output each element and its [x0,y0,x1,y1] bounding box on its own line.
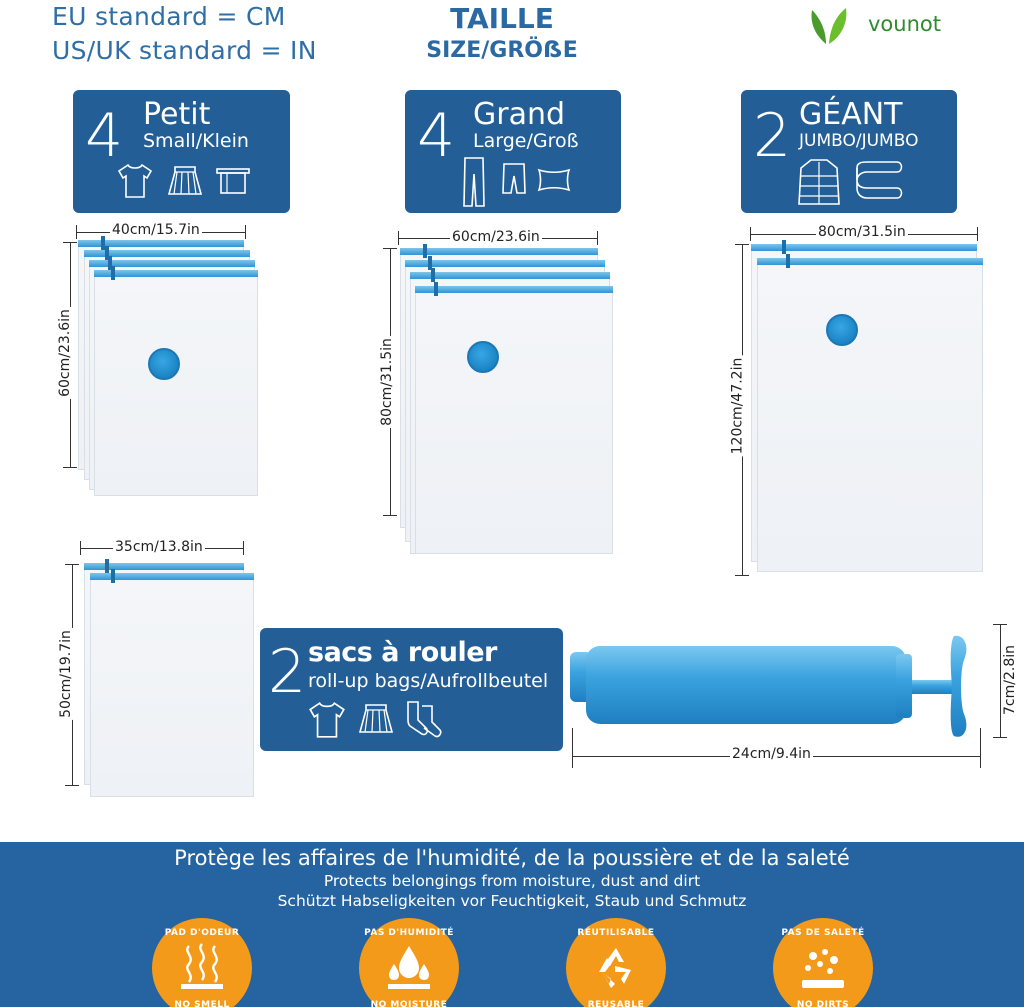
jumbo-width-label: 80cm/31.5in [818,224,906,240]
recycle-icon [591,942,641,994]
small-width-label: 40cm/15.7in [112,222,200,238]
water-drops-icon [384,942,434,994]
rollup-bag-2 [90,573,254,797]
large-title: Grand [473,97,566,132]
skirt-icon [165,164,205,198]
towel-icon [213,164,253,198]
small-title: Petit [143,97,211,132]
large-count: 4 [417,101,456,171]
no-dirt-badge: PAS DE SALETÉ NO DIRTS [773,918,873,1007]
small-count: 4 [85,101,124,171]
jumbo-bag-valve [826,314,858,346]
jumbo-title: GÉANT [799,97,903,132]
odor-icon [177,942,227,994]
no-moisture-badge: PAS D'HUMIDITÉ NO MOISTURE [359,918,459,1007]
rollup-count: 2 [268,637,307,707]
size-subtitle: SIZE/GRÖẞE [426,38,578,63]
brand-name: vounot [868,12,941,36]
jumbo-height-label: 120cm/47.2in [729,357,746,455]
small-subtitle: Small/Klein [143,130,249,152]
us-standard-text: US/UK standard = IN [52,36,317,65]
large-bag-4 [415,286,613,554]
large-bag-valve [467,341,499,373]
rollup-title: sacs à rouler [308,637,497,668]
pillow-icon [535,166,573,194]
hand-pump-image [566,632,986,746]
features-line-de: Schützt Habseligkeiten vor Feuchtigkeit, Staub und Schmutz [277,892,747,910]
features-band [0,842,1024,1007]
dirt-icon [798,942,848,994]
pump-width-label: 24cm/9.4in [732,746,811,762]
rollup-category-box [260,628,563,751]
large-height-label: 80cm/31.5in [378,338,395,426]
small-height-label: 60cm/23.6in [56,309,73,397]
brand-logo-icon [806,4,850,52]
jumbo-bag-2 [757,258,983,572]
jacket-icon [793,156,845,208]
large-subtitle: Large/Groß [473,130,579,152]
small-category-box [73,90,290,213]
jumbo-count: 2 [753,101,792,171]
rollup-height-label: 50cm/19.7in [57,630,74,718]
small-bag-valve [148,348,180,380]
no-smell-badge: PAD D'ODEUR NO SMELL [152,918,252,1007]
small-bag-4 [94,270,258,496]
features-line-en: Protects belongings from moisture, dust and dirt [323,872,701,890]
eu-standard-text: EU standard = CM [52,2,286,31]
large-category-box [405,90,621,213]
folded-blanket-icon [851,158,907,204]
rollup-width-label: 35cm/13.8in [115,539,203,555]
jumbo-category-box [741,90,957,213]
size-title: TAILLE [450,2,554,35]
rollup-skirt-icon [356,702,396,736]
shorts-icon [501,162,527,196]
large-width-label: 60cm/23.6in [452,229,540,245]
jumbo-subtitle: JUMBO/JUMBO [799,131,919,151]
socks-icon [402,698,444,742]
long-pants-icon [461,156,487,208]
pump-height-line [1000,624,1001,738]
rollup-subtitle: roll-up bags/Aufrollbeutel [308,670,549,692]
tshirt-icon [115,162,155,200]
reusable-badge: RÉUTILISABLE REUSABLE [566,918,666,1007]
features-line-fr: Protège les affaires de l'humidité, de la poussière et de la saleté [174,846,850,870]
rollup-tshirt-icon [306,700,348,740]
pump-height-label: 7cm/2.8in [1002,645,1018,715]
